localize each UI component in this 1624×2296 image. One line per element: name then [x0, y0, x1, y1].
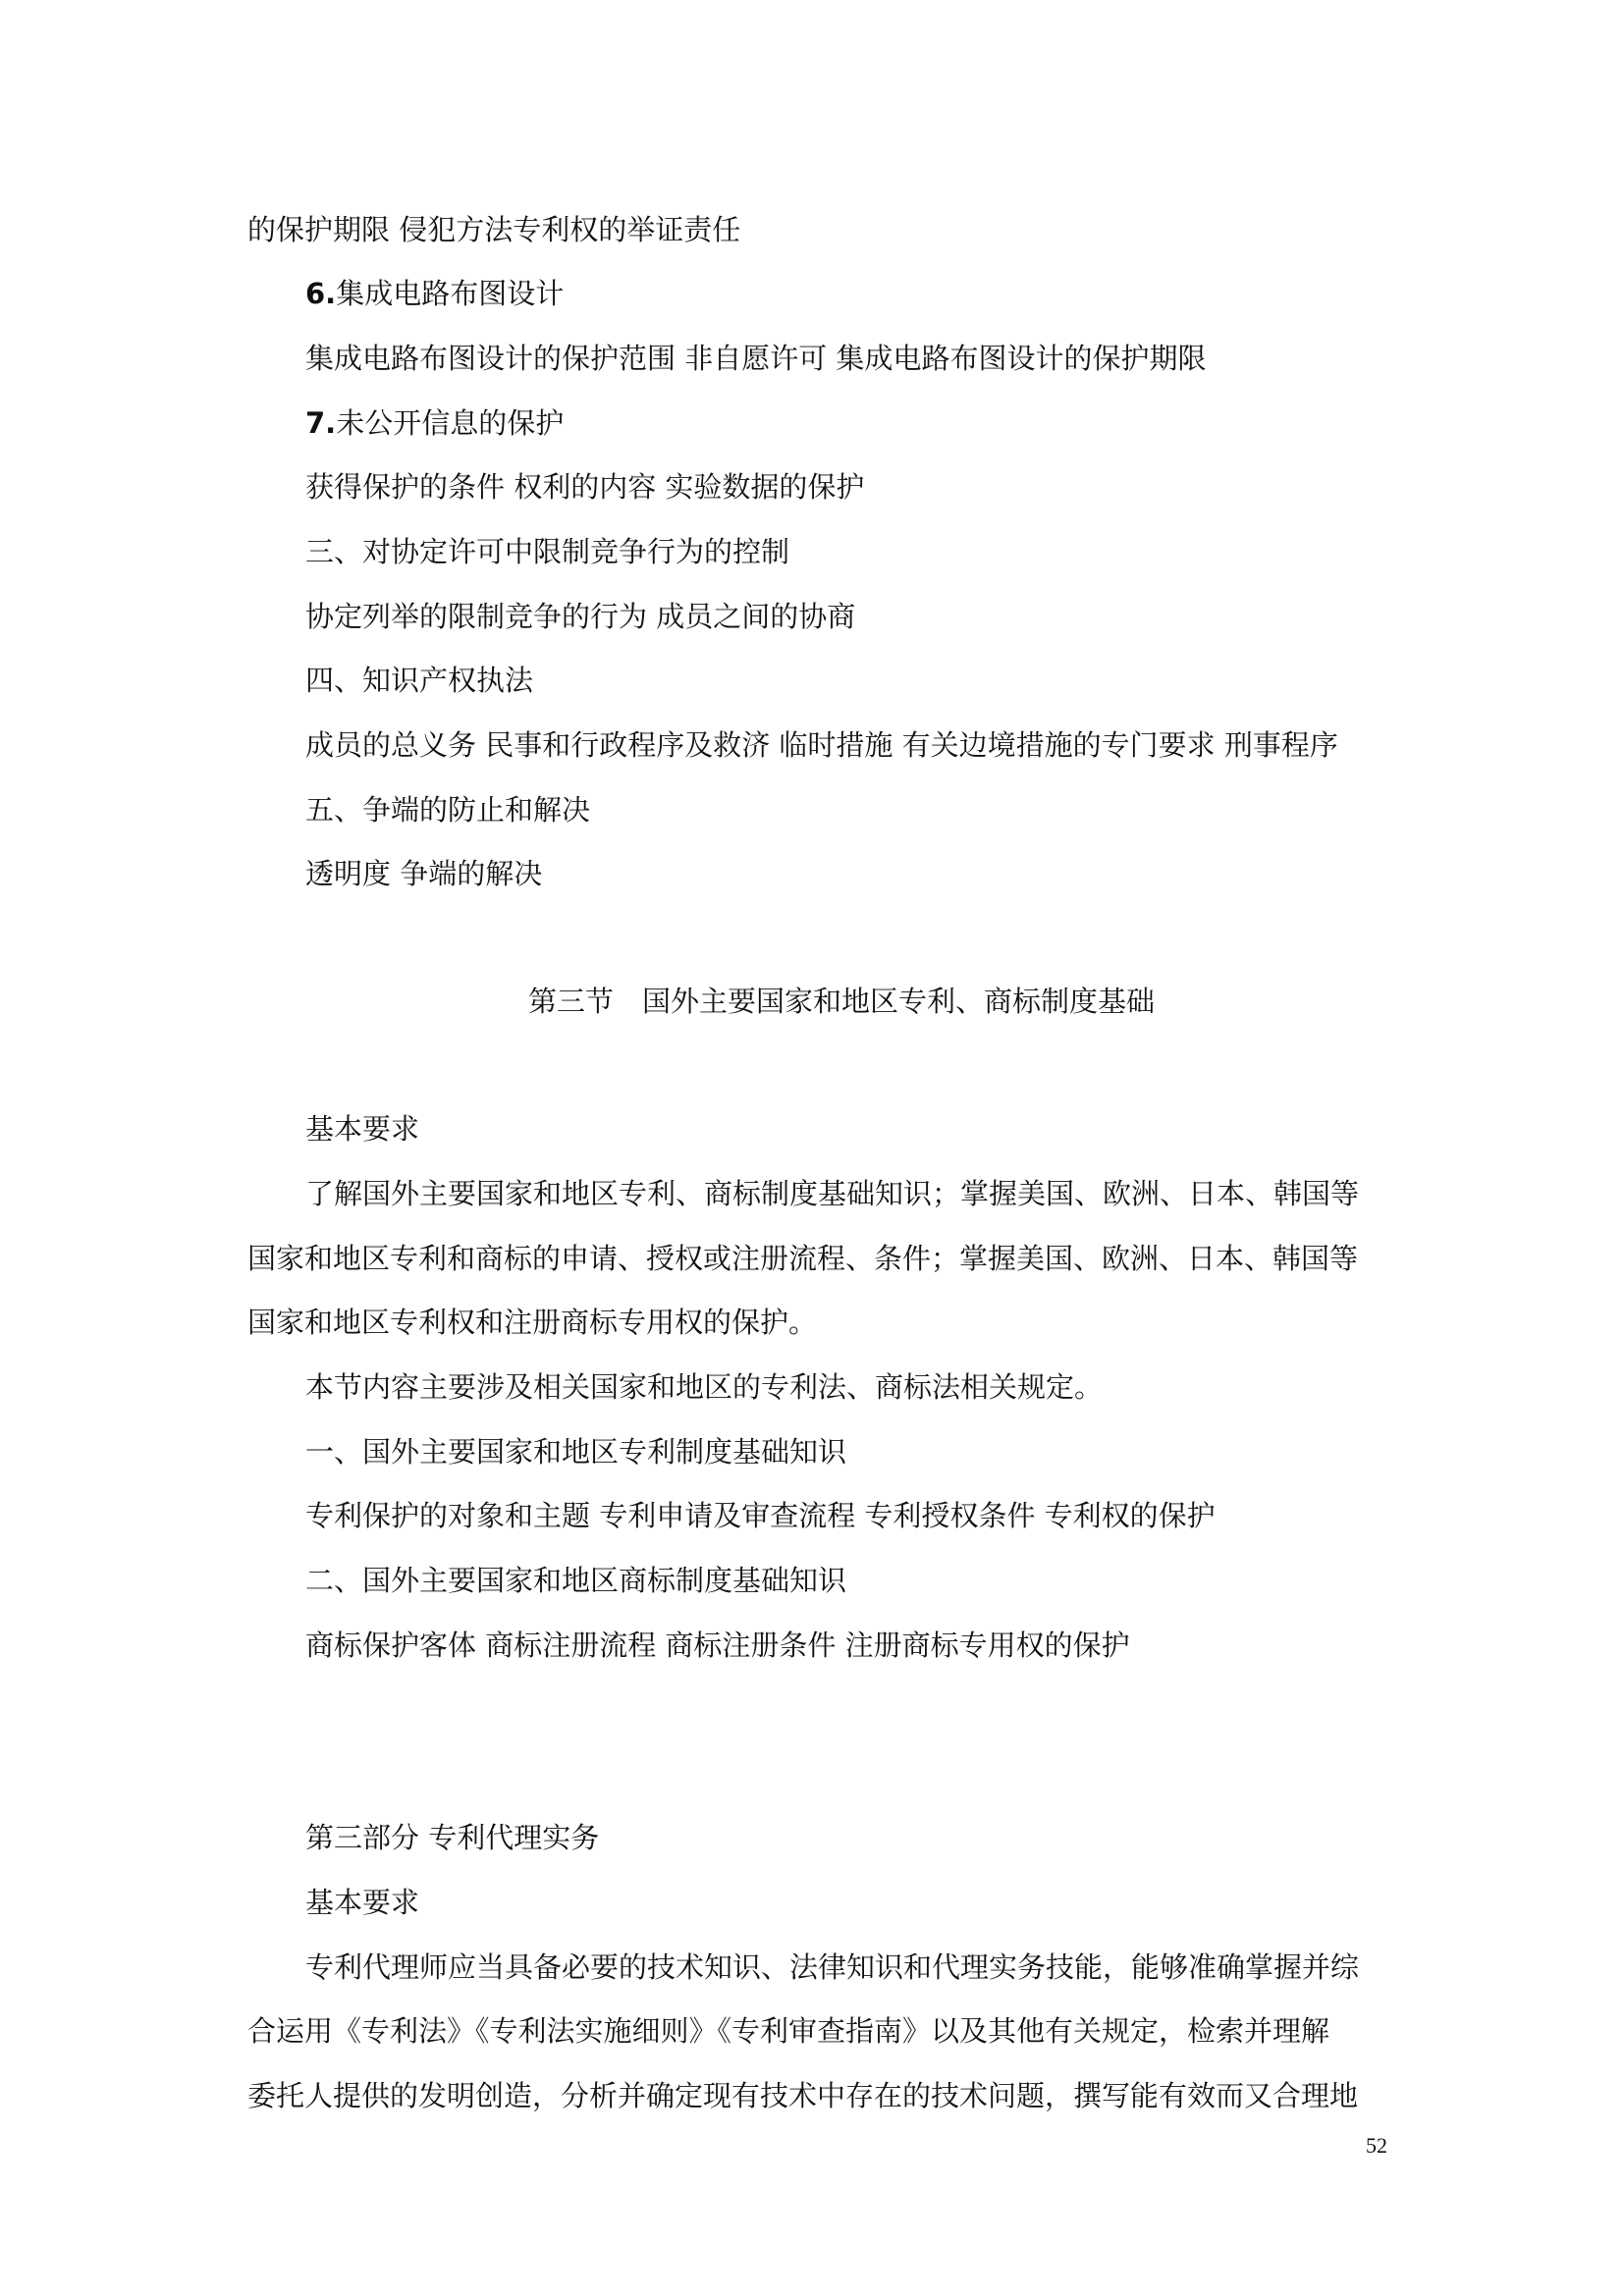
page-number: 52 — [1366, 2133, 1387, 2158]
text-line-9: 成员的总义务 民事和行政程序及救济 临时措施 有关边境措施的专门要求 刑事程序 — [305, 728, 1338, 762]
basic-requirements-heading-2: 基本要求 — [305, 1886, 420, 1919]
basic-requirements-heading-1: 基本要求 — [305, 1112, 420, 1146]
part-heading-3: 第三部分 专利代理实务 — [305, 1821, 600, 1854]
paragraph-line-7: 委托人提供的发明创造，分析并确定现有技术中存在的技术问题，撰写能有效而又合理地 — [247, 2079, 1359, 2112]
text-line-7: 协定列举的限制竞争的行为 成员之间的协商 — [305, 600, 856, 633]
text-line-21: 商标保护客体 商标注册流程 商标注册条件 注册商标专用权的保护 — [305, 1629, 1130, 1662]
item-title-6: 集成电路布图设计 — [336, 277, 565, 310]
paragraph-line-4: 本节内容主要涉及相关国家和地区的专利法、商标法相关规定。 — [305, 1370, 1104, 1404]
text-line-19: 专利保护的对象和主题 专利申请及审查流程 专利授权条件 专利权的保护 — [305, 1499, 1216, 1532]
section-heading-4: 四、知识产权执法 — [305, 664, 534, 697]
heading-item-6 — [305, 274, 564, 313]
text-line-3: 集成电路布图设计的保护范围 非自愿许可 集成电路布图设计的保护期限 — [305, 342, 1207, 375]
heading-item-7 — [305, 403, 564, 443]
paragraph-line-3: 国家和地区专利权和注册商标专用权的保护。 — [247, 1306, 818, 1339]
text-line-5: 获得保护的条件 权利的内容 实验数据的保护 — [305, 470, 865, 504]
item-title-7: 未公开信息的保护 — [336, 406, 565, 440]
paragraph-line-1: 了解国外主要国家和地区专利、商标制度基础知识；掌握美国、欧洲、日本、韩国等 — [305, 1177, 1360, 1210]
text-line-11: 透明度 争端的解决 — [305, 857, 543, 890]
subsection-heading-1: 一、国外主要国家和地区专利制度基础知识 — [305, 1435, 847, 1468]
subsection-heading-2: 二、国外主要国家和地区商标制度基础知识 — [305, 1564, 847, 1597]
item-number-7: 7. — [305, 406, 337, 440]
text-line-1: 的保护期限 侵犯方法专利权的举证责任 — [247, 213, 741, 246]
item-number-6: 6. — [305, 277, 337, 310]
paragraph-line-5: 专利代理师应当具备必要的技术知识、法律知识和代理实务技能，能够准确掌握并综 — [305, 1950, 1360, 1984]
paragraph-line-6: 合运用《专利法》《专利法实施细则》《专利审查指南》以及其他有关规定，检索并理解 — [247, 2014, 1330, 2048]
section-heading-5: 五、争端的防止和解决 — [305, 793, 591, 827]
chapter-section-title: 第三节 国外主要国家和地区专利、商标制度基础 — [528, 985, 1156, 1018]
section-heading-3: 三、对协定许可中限制竞争行为的控制 — [305, 535, 790, 568]
paragraph-line-2: 国家和地区专利和商标的申请、授权或注册流程、条件；掌握美国、欧洲、日本、韩国等 — [247, 1242, 1359, 1275]
